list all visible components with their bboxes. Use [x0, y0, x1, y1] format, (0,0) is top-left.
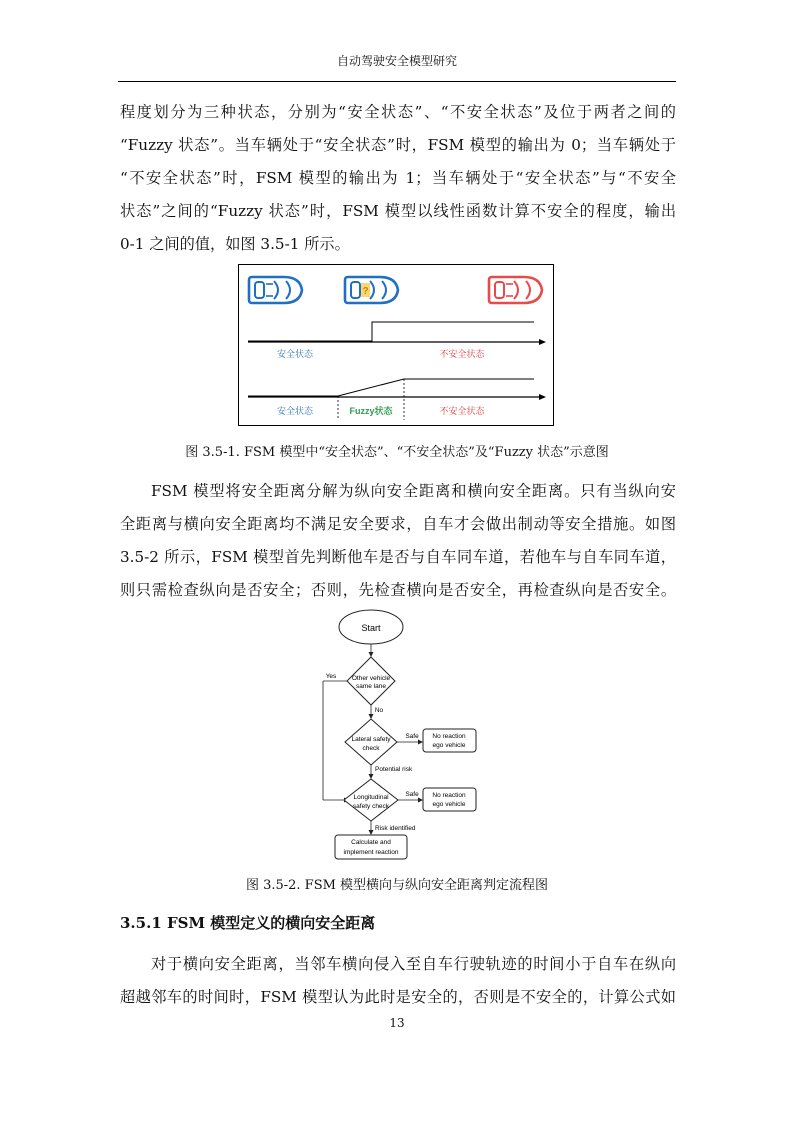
flow-no-label: No: [374, 707, 384, 714]
section-heading: 3.5.1 FSM 模型定义的横向安全距离: [120, 914, 376, 932]
running-header: 自动驾驶安全模型研究: [336, 54, 457, 68]
paragraph-state-division: [120, 96, 676, 261]
paragraph-line: 程度划分为三种状态，分别为“安全状态”、“不安全状态”及位于两者之间的: [120, 103, 676, 121]
paragraph-line: “不安全状态”时，FSM 模型的输出为 1；当车辆处于“安全状态”与“不安全: [120, 169, 676, 187]
page-number: 13: [389, 1016, 405, 1030]
paragraph-line: 0-1 之间的值，如图 3.5-1 所示。: [120, 235, 350, 253]
label-fuzzy-state: Fuzzy状态: [349, 406, 393, 416]
flow-decision2-line2: check: [362, 745, 380, 752]
flow-result1-line2: ego vehicle: [432, 742, 466, 749]
paragraph-line: 则只需检查纵向是否安全；否则，先检查横向是否安全，再检查纵向是否安全。: [120, 581, 676, 599]
header-divider: [118, 81, 676, 82]
paragraph-line: FSM 模型将安全距离分解为纵向安全距离和横向安全距离。只有当纵向安: [151, 482, 676, 500]
flow-result1-line1: No reaction: [432, 733, 466, 740]
figure-fsm-states: [238, 264, 554, 426]
flow-yes-label: Yes: [325, 673, 337, 680]
paragraph-line: 对于横向安全距离，当邻车横向侵入至自车行驶轨迹的时间小于自车在纵向: [151, 955, 676, 973]
flowchart-safety-check: [318, 605, 490, 861]
paragraph-line: 全距离与横向安全距离均不满足安全要求，自车才会做出制动等安全措施。如图: [120, 515, 676, 533]
paragraph-line: “Fuzzy 状态”。当车辆处于“安全状态”时，FSM 模型的输出为 0；当车辆处于: [120, 136, 676, 154]
paragraph-line: 状态”之间的“Fuzzy 状态”时，FSM 模型以线性函数计算不安全的程度，输出: [120, 202, 676, 220]
figure-caption-1: 图 3.5-1. FSM 模型中“安全状态”、“不安全状态”及“Fuzzy 状态”示意图: [185, 445, 609, 460]
paragraph-lateral-distance: [120, 948, 676, 1014]
flow-safe-label-1: Safe: [405, 733, 419, 740]
flow-decision3-line2: safety check: [352, 803, 390, 810]
flow-result2-line2: ego vehicle: [432, 801, 466, 808]
flow-result2-line1: No reaction: [432, 792, 466, 799]
label-unsafe-state: 不安全状态: [439, 349, 485, 359]
paragraph-line: 3.5-2 所示，FSM 模型首先判断他车是否与自车同车道，若他车与自车同车道，: [120, 548, 676, 566]
paragraph-distance-decomposition: [120, 475, 676, 607]
flow-decision1-line1: Other vehicle: [351, 675, 391, 682]
label-unsafe-state-bottom: 不安全状态: [439, 406, 485, 416]
flow-decision2-line1: Lateral safety: [351, 736, 391, 743]
paragraph-line: 超越邻车的时间时，FSM 模型认为此时是安全的，否则是不安全的，计算公式如: [120, 988, 676, 1006]
svg-text:?: ?: [362, 286, 369, 297]
flow-decision1-line2: same lane: [356, 683, 386, 690]
flow-risk-identified-label: Risk identified: [375, 825, 416, 832]
flow-safe-label-2: Safe: [405, 791, 419, 798]
flow-decision3-line1: Longitudinal: [353, 794, 389, 801]
flow-start-label: Start: [361, 623, 381, 633]
flow-potential-risk-label: Potential risk: [375, 766, 413, 773]
flow-action-line1: Calculate and: [351, 839, 391, 846]
label-safe-state: 安全状态: [276, 349, 314, 359]
label-safe-state-bottom: 安全状态: [276, 406, 314, 416]
figure-caption-2: 图 3.5-2. FSM 模型横向与纵向安全距离判定流程图: [245, 878, 549, 893]
flow-action-line2: implement reaction: [343, 849, 399, 856]
